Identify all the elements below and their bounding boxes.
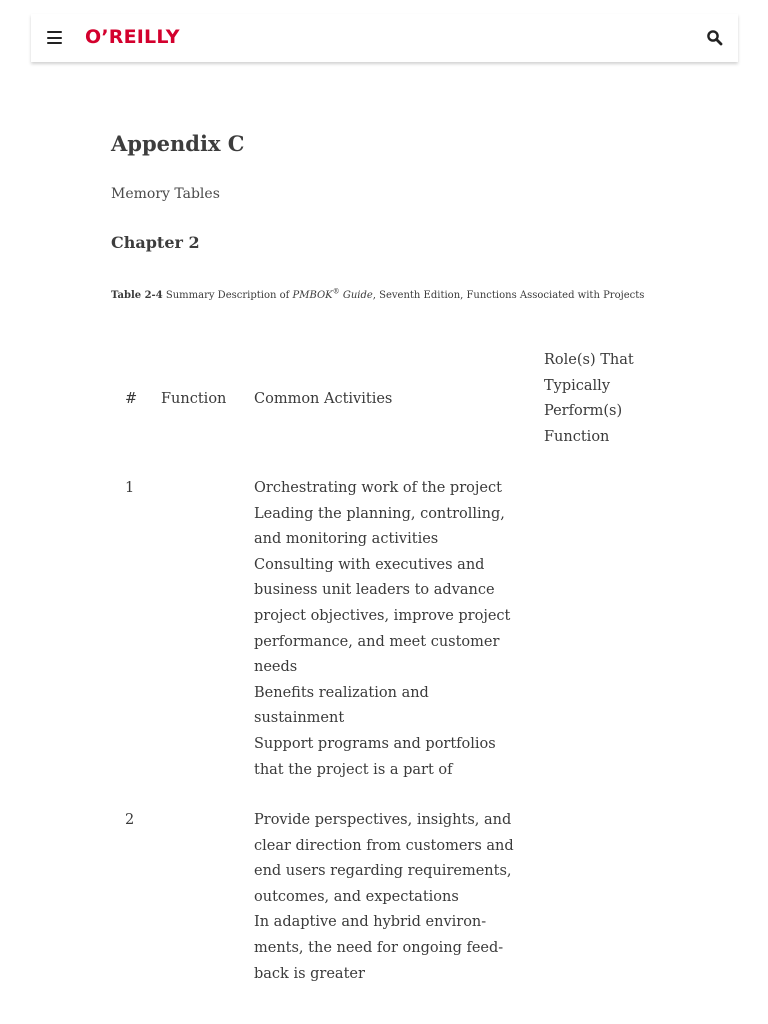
activity-line: Benefits realization and (254, 684, 429, 701)
appendix-subtitle: Memory Tables (111, 186, 220, 202)
table-caption-text-after: , Seventh Edition, Functions Associated with Projects (372, 290, 645, 301)
activity-line: needs (254, 659, 298, 676)
activity-line: Orchestrating work of the project (254, 480, 502, 496)
table-caption-guide: Guide (339, 290, 373, 301)
activity-line: Support programs and portfolios (254, 735, 496, 752)
header-roles-line: Role(s) That (544, 352, 634, 368)
activity-line: end users regarding requirements, (254, 863, 512, 880)
activity-line: project objectives, improve project (254, 607, 511, 624)
header-roles (544, 348, 664, 450)
activity-line: clear direction from customers and (254, 837, 514, 854)
table-caption-pmbok: PMBOK (292, 290, 333, 301)
top-nav-bar (31, 14, 738, 62)
activity-line: back is greater (254, 965, 365, 982)
chapter-heading: Chapter 2 (111, 233, 200, 252)
activity-line: Consulting with executives and (254, 556, 485, 573)
oreilly-logo[interactable]: O’REILLY (85, 26, 180, 48)
activity-line: Provide perspectives, insights, and (254, 812, 512, 828)
table-caption-text-before: Summary Description of (162, 290, 293, 301)
activity-line: business unit leaders to advance (254, 582, 495, 599)
registered-mark: ® (332, 287, 340, 296)
header-roles-line: Function (544, 428, 610, 445)
activity-line: that the project is a part of (254, 761, 453, 778)
row-activities (254, 808, 529, 987)
header-common-activities: Common Activities (254, 391, 393, 407)
activity-line: Leading the planning, controlling, (254, 505, 505, 522)
activity-line: and monitoring activities (254, 531, 439, 548)
page-title: Appendix C (111, 131, 245, 156)
activity-line: ments, the need for ongoing feed- (254, 939, 504, 956)
activity-line: In adaptive and hybrid environ- (254, 914, 487, 931)
activity-line: outcomes, and expectations (254, 888, 459, 905)
header-number: # (125, 391, 138, 407)
hamburger-menu-icon[interactable] (47, 31, 62, 44)
header-function: Function (161, 391, 227, 407)
table-caption (111, 287, 656, 302)
header-roles-line: Perform(s) (544, 403, 623, 420)
row-number: 1 (125, 480, 135, 496)
row-activities (254, 476, 529, 783)
search-icon[interactable] (706, 29, 724, 47)
table-caption-label: Table 2-4 (111, 290, 163, 301)
header-roles-line: Typically (544, 377, 611, 394)
row-number: 2 (125, 812, 135, 828)
activity-line: performance, and meet customer (254, 633, 500, 650)
activity-line: sustainment (254, 710, 345, 727)
